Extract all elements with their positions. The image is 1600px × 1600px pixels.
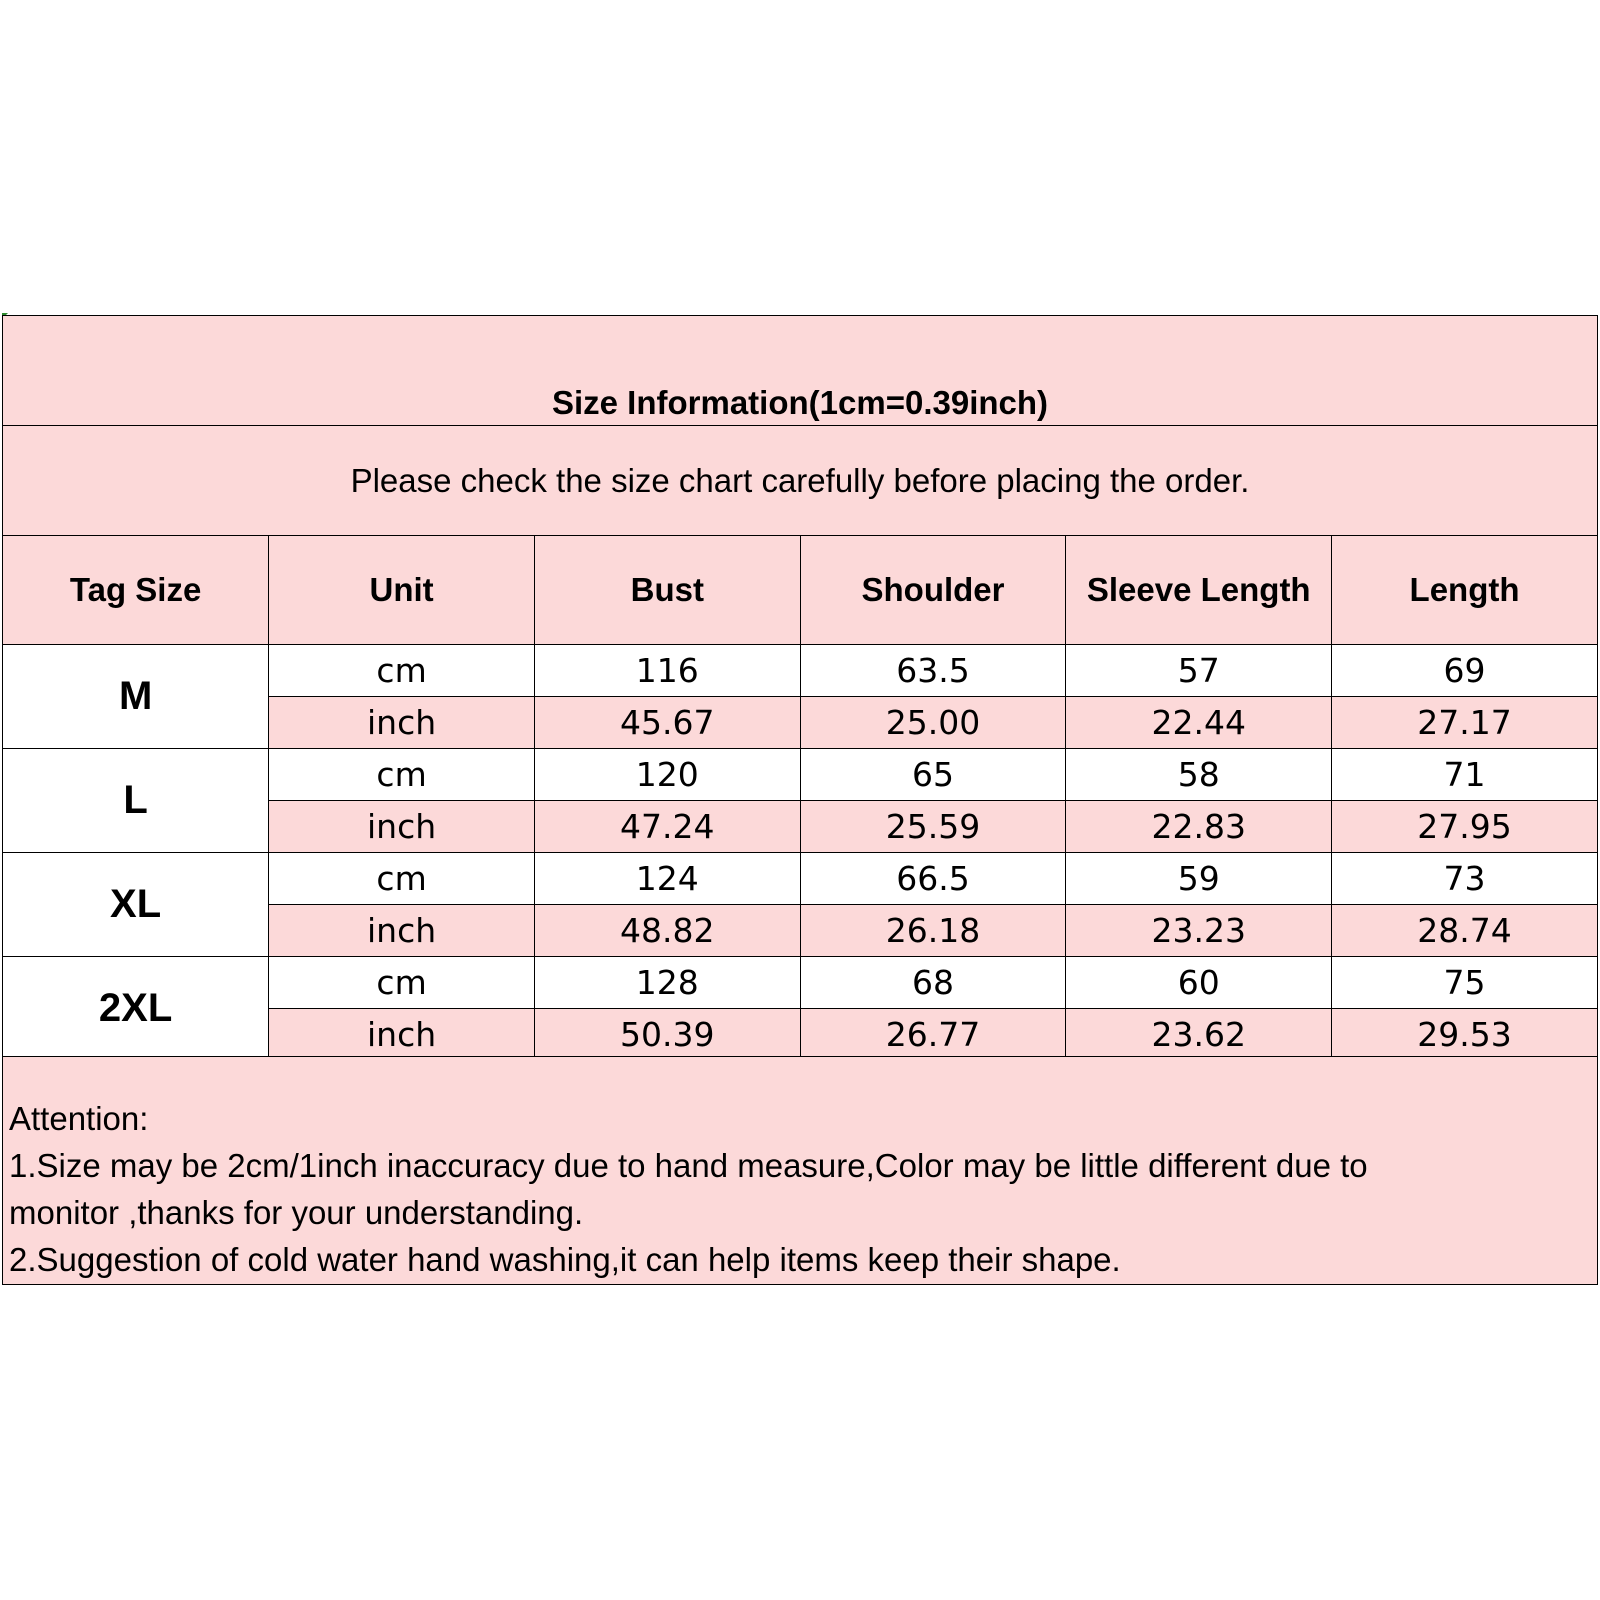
notice-band xyxy=(3,426,1597,536)
unit-cell: inch xyxy=(269,1009,535,1061)
measurement-cell: 25.59 xyxy=(800,801,1066,853)
measurement-cell: 57 xyxy=(1066,645,1332,697)
tag-size-cell: L xyxy=(3,749,269,853)
measurement-cell: 28.74 xyxy=(1332,905,1597,957)
tag-size-cell: XL xyxy=(3,853,269,957)
unit-cell: inch xyxy=(269,801,535,853)
header-cell: Sleeve Length xyxy=(1066,536,1332,645)
chart-title: Size Information(1cm=0.39inch) xyxy=(551,384,1049,421)
unit-cell: cm xyxy=(269,645,535,697)
measurement-cell: 128 xyxy=(534,957,800,1009)
attention-line: monitor ,thanks for your understanding. xyxy=(9,1194,584,1231)
measurement-cell: 45.67 xyxy=(534,697,800,749)
measurement-cell: 50.39 xyxy=(534,1009,800,1061)
measurement-cell: 60 xyxy=(1066,957,1332,1009)
measurement-cell: 65 xyxy=(800,749,1066,801)
measurement-cell: 68 xyxy=(800,957,1066,1009)
measurement-cell: 116 xyxy=(534,645,800,697)
measurement-cell: 58 xyxy=(1066,749,1332,801)
unit-cell: cm xyxy=(269,749,535,801)
measurement-cell: 59 xyxy=(1066,853,1332,905)
measurement-cell: 25.00 xyxy=(800,697,1066,749)
header-cell: Tag Size xyxy=(3,536,269,645)
measurement-cell: 23.62 xyxy=(1066,1009,1332,1061)
attention-notes xyxy=(3,1056,1597,1284)
attention-line: 1.Size may be 2cm/1inch inaccuracy due to hand measure,Color may be little different due to xyxy=(9,1147,1368,1184)
measurement-cell: 23.23 xyxy=(1066,905,1332,957)
measurement-cell: 69 xyxy=(1332,645,1597,697)
table-row xyxy=(3,957,1597,1009)
measurement-cell: 26.77 xyxy=(800,1009,1066,1061)
measurement-cell: 48.82 xyxy=(534,905,800,957)
header-cell: Unit xyxy=(269,536,535,645)
measurement-cell: 22.83 xyxy=(1066,801,1332,853)
header-cell: Shoulder xyxy=(800,536,1066,645)
measurement-cell: 75 xyxy=(1332,957,1597,1009)
header-cell: Bust xyxy=(534,536,800,645)
measurement-cell: 27.17 xyxy=(1332,697,1597,749)
measurement-cell: 47.24 xyxy=(534,801,800,853)
attention-line: 2.Suggestion of cold water hand washing,it can help items keep their shape. xyxy=(9,1241,1121,1278)
size-table xyxy=(3,536,1597,1061)
unit-cell: cm xyxy=(269,957,535,1009)
tag-size-cell: 2XL xyxy=(3,957,269,1061)
measurement-cell: 124 xyxy=(534,853,800,905)
measurement-cell: 73 xyxy=(1332,853,1597,905)
measurement-cell: 66.5 xyxy=(800,853,1066,905)
header-row xyxy=(3,536,1597,645)
measurement-cell: 63.5 xyxy=(800,645,1066,697)
unit-cell: inch xyxy=(269,697,535,749)
table-row xyxy=(3,853,1597,905)
table-row xyxy=(3,645,1597,697)
measurement-cell: 71 xyxy=(1332,749,1597,801)
attention-line: Attention: xyxy=(9,1100,149,1137)
measurement-cell: 29.53 xyxy=(1332,1009,1597,1061)
measurement-cell: 27.95 xyxy=(1332,801,1597,853)
table-row xyxy=(3,749,1597,801)
unit-cell: cm xyxy=(269,853,535,905)
header-cell: Length xyxy=(1332,536,1597,645)
title-band xyxy=(3,316,1597,426)
tag-size-cell: M xyxy=(3,645,269,749)
unit-cell: inch xyxy=(269,905,535,957)
size-chart xyxy=(2,315,1598,1285)
notice-text: Please check the size chart carefully before placing the order. xyxy=(350,462,1250,499)
measurement-cell: 120 xyxy=(534,749,800,801)
measurement-cell: 22.44 xyxy=(1066,697,1332,749)
measurement-cell: 26.18 xyxy=(800,905,1066,957)
